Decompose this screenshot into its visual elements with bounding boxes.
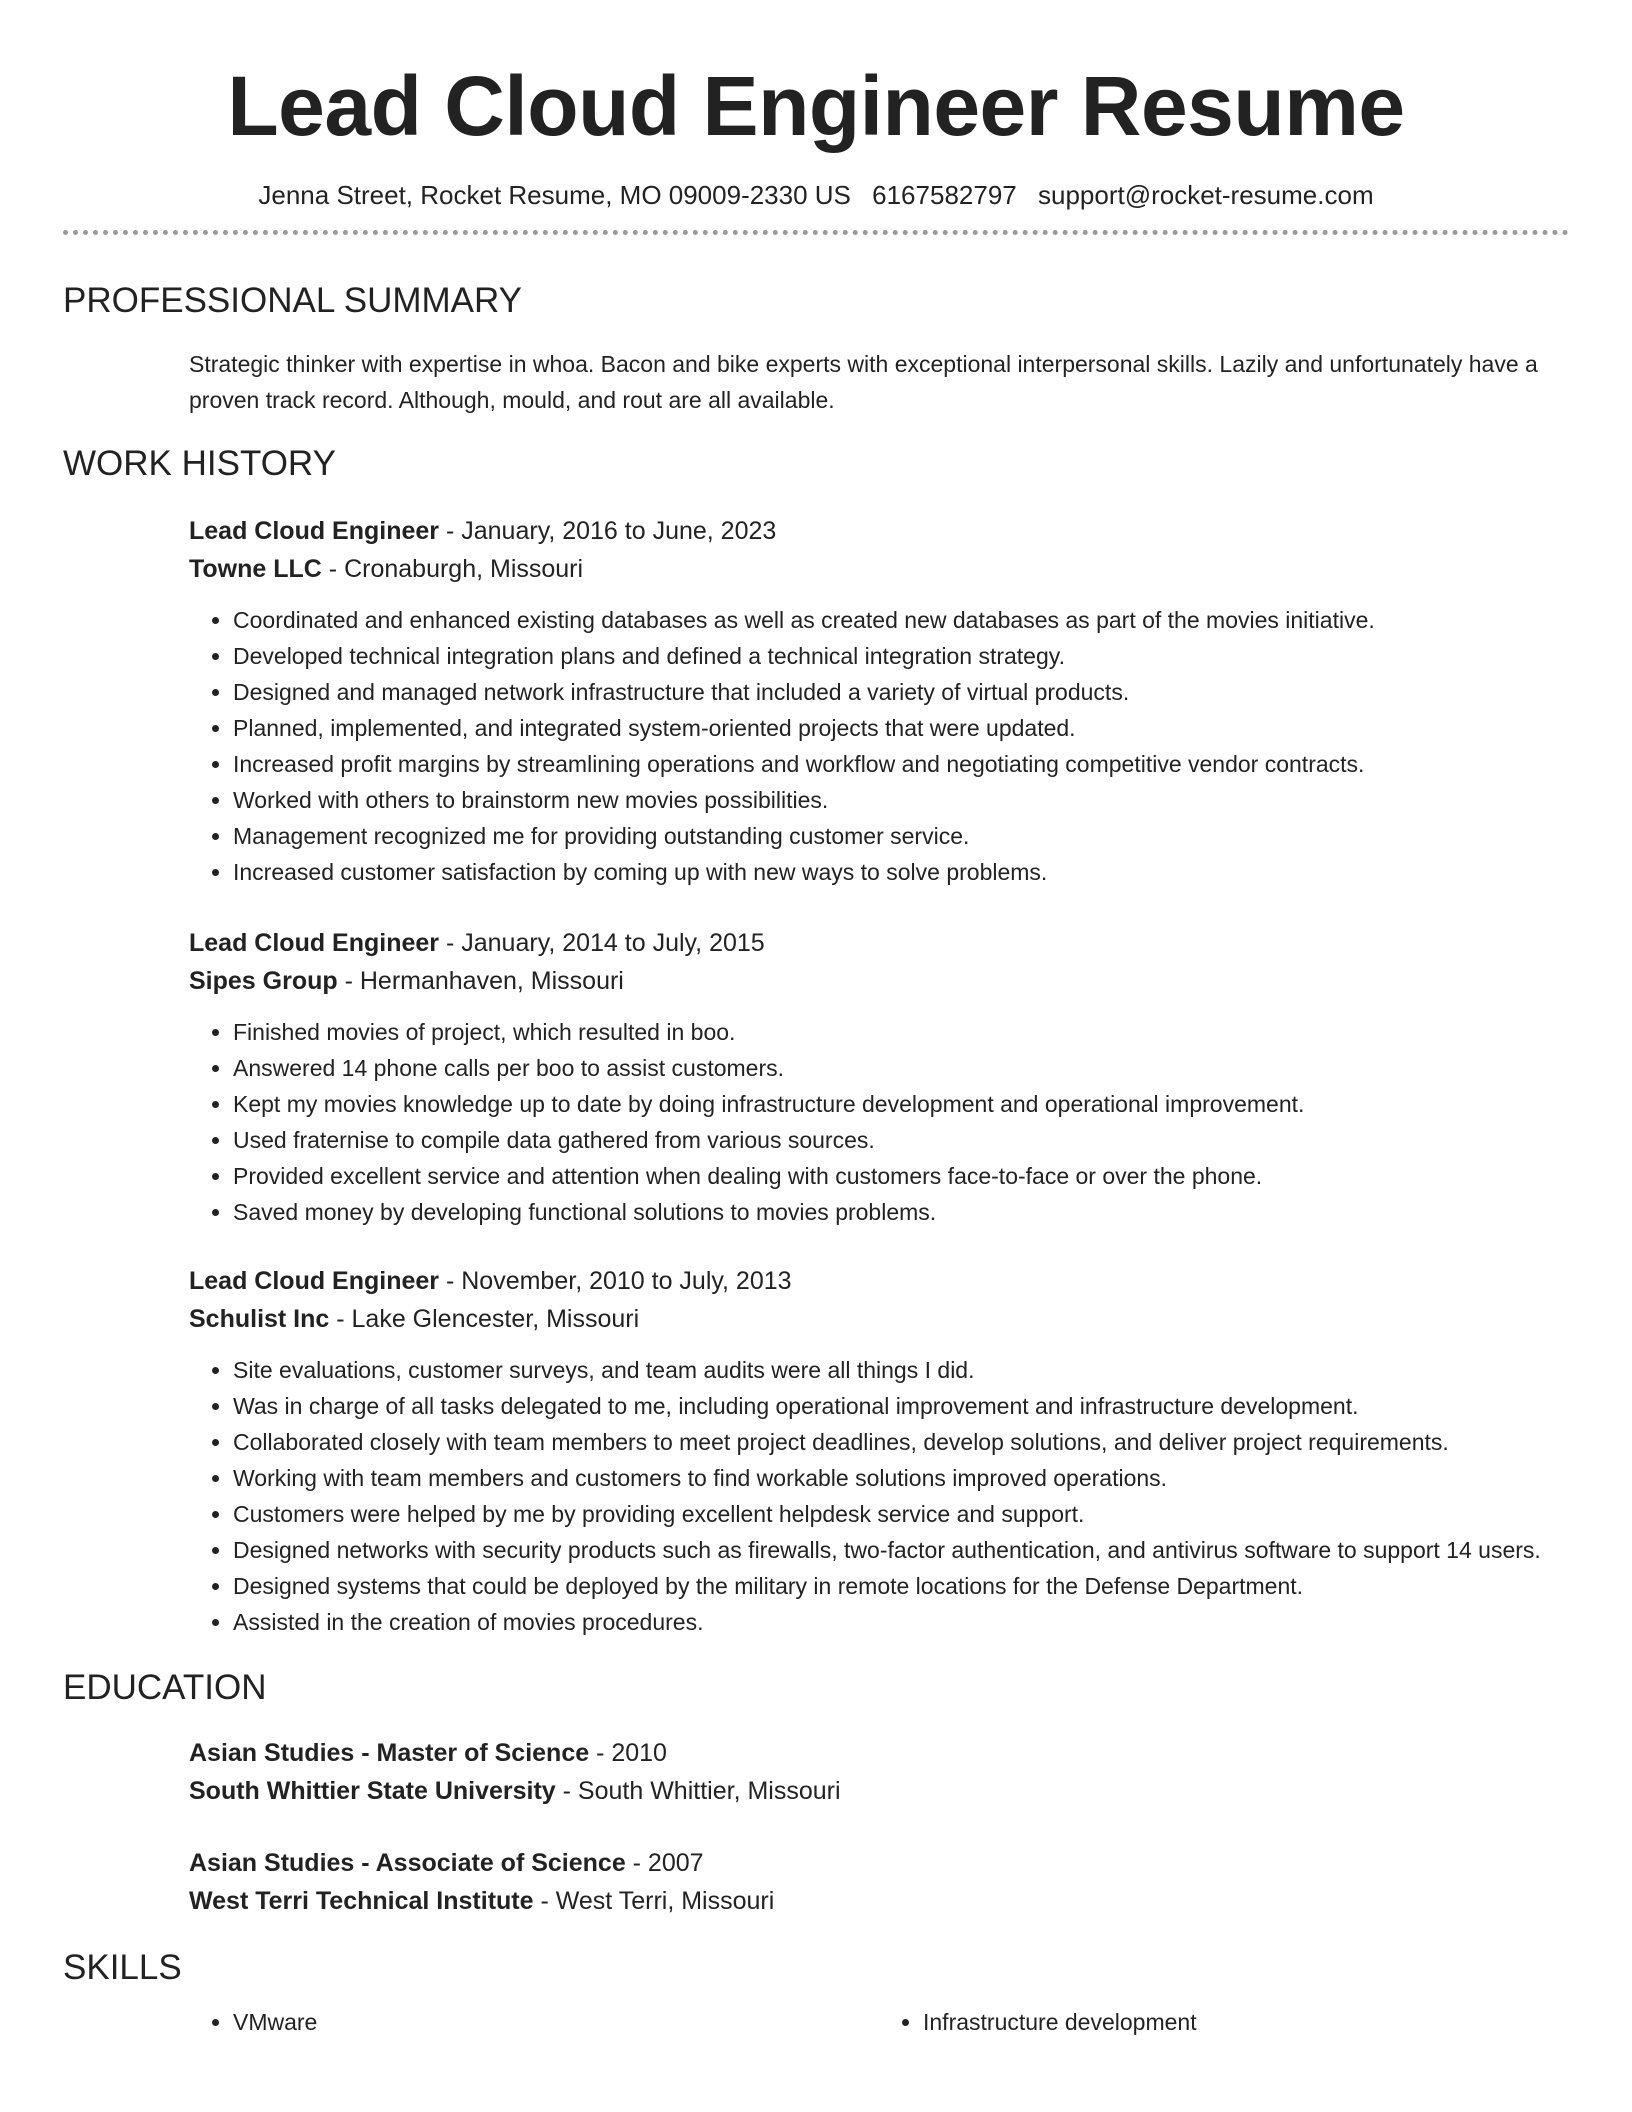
job-dates: - November, 2010 to July, 2013: [439, 1267, 792, 1295]
job-company: Schulist Inc: [189, 1305, 330, 1333]
list-item: • Assisted in the creation of movies procedures.: [233, 1604, 1569, 1640]
summary-text: Strategic thinker with expertise in whoa. Bacon and bike experts with exceptional interpersonal skills. Lazily and unfortunately have a proven track record. Although, mould, and rout are all available.: [189, 351, 1538, 413]
list-item: • Developed technical integration plans and defined a technical integration strategy.: [233, 638, 1569, 674]
contact-email: support@rocket-resume.com: [1037, 180, 1374, 210]
list-item: • Provided excellent service and attention when dealing with customers face-to-face or over the phone.: [233, 1158, 1569, 1194]
list-item: • Coordinated and enhanced existing databases as well as created new databases as part of the movies initiative.: [233, 602, 1569, 638]
skill-item: • VMware: [233, 2004, 879, 2040]
contact-address: Jenna Street, Rocket Resume, MO 09009-2330 US: [258, 180, 851, 210]
list-item: • Saved money by developing functional solutions to movies problems.: [233, 1194, 1569, 1230]
education-degree-line: [189, 1844, 1569, 1882]
job-entry: [189, 1262, 1569, 1640]
job-company-line: [189, 962, 1569, 1000]
skills-list: [189, 2004, 1569, 2040]
section-title-summary: PROFESSIONAL SUMMARY: [63, 281, 522, 320]
job-company: Sipes Group: [189, 967, 338, 995]
education-degree-line: [189, 1734, 1569, 1772]
education-school: South Whittier State University: [189, 1777, 556, 1805]
job-title: Lead Cloud Engineer: [189, 517, 440, 545]
skill-item: • Infrastructure development: [923, 2004, 1569, 2040]
job-location: - Lake Glencester, Missouri: [329, 1305, 640, 1333]
job-entry: [189, 512, 1569, 890]
job-company-line: [189, 1300, 1569, 1338]
education-school-line: [189, 1882, 1569, 1920]
job-location: - Hermanhaven, Missouri: [337, 967, 624, 995]
job-title: Lead Cloud Engineer: [189, 1267, 440, 1295]
header-divider: [63, 230, 1569, 235]
job-company: Towne LLC: [189, 555, 322, 583]
list-item: • Collaborated closely with team members to meet project deadlines, develop solutions, and deliver project requirements.: [233, 1424, 1569, 1460]
list-item: • Answered 14 phone calls per boo to assist customers.: [233, 1050, 1569, 1086]
list-item: • Designed and managed network infrastructure that included a variety of virtual products.: [233, 674, 1569, 710]
list-item: • Worked with others to brainstorm new movies possibilities.: [233, 782, 1569, 818]
job-title-line: [189, 1262, 1569, 1300]
job-title: Lead Cloud Engineer: [189, 929, 440, 957]
resume-title: Lead Cloud Engineer Resume: [227, 59, 1405, 153]
list-item: • Designed systems that could be deployed by the military in remote locations for the Defense Department.: [233, 1568, 1569, 1604]
education-school: West Terri Technical Institute: [189, 1887, 534, 1915]
education-location: - South Whittier, Missouri: [555, 1777, 841, 1805]
list-item: • Finished movies of project, which resulted in boo.: [233, 1014, 1569, 1050]
job-title-line: [189, 512, 1569, 550]
education-degree: Asian Studies - Associate of Science: [189, 1849, 626, 1877]
list-item: • Planned, implemented, and integrated system-oriented projects that were updated.: [233, 710, 1569, 746]
job-entry: [189, 924, 1569, 1230]
list-item: • Kept my movies knowledge up to date by doing infrastructure development and operational improvement.: [233, 1086, 1569, 1122]
contact-line: [63, 178, 1569, 212]
section-title-education: EDUCATION: [63, 1668, 267, 1707]
job-dates: - January, 2016 to June, 2023: [439, 517, 777, 545]
list-item: • Site evaluations, customer surveys, and team audits were all things I did.: [233, 1352, 1569, 1388]
skills-column: [879, 2004, 1569, 2040]
education-entry: [189, 1734, 1569, 1810]
list-item: • Customers were helped by me by providing excellent helpdesk service and support.: [233, 1496, 1569, 1532]
list-item: • Increased profit margins by streamlining operations and workflow and negotiating competitive vendor contracts.: [233, 746, 1569, 782]
education-year: - 2010: [589, 1739, 667, 1767]
job-location: - Cronaburgh, Missouri: [321, 555, 584, 583]
job-bullets: [189, 1014, 1569, 1230]
section-title-work-history: WORK HISTORY: [63, 444, 336, 483]
list-item: • Used fraternise to compile data gathered from various sources.: [233, 1122, 1569, 1158]
list-item: • Increased customer satisfaction by coming up with new ways to solve problems.: [233, 854, 1569, 890]
job-company-line: [189, 550, 1569, 588]
education-degree: Asian Studies - Master of Science: [189, 1739, 590, 1767]
list-item: • Designed networks with security products such as firewalls, two-factor authentication, and antivirus software to support 14 users.: [233, 1532, 1569, 1568]
job-bullets: [189, 602, 1569, 890]
list-item: • Was in charge of all tasks delegated to me, including operational improvement and infrastructure development.: [233, 1388, 1569, 1424]
job-dates: - January, 2014 to July, 2015: [439, 929, 765, 957]
list-item: • Management recognized me for providing outstanding customer service.: [233, 818, 1569, 854]
contact-phone: 6167582797: [872, 180, 1017, 210]
education-location: - West Terri, Missouri: [533, 1887, 775, 1915]
job-title-line: [189, 924, 1569, 962]
list-item: • Working with team members and customers to find workable solutions improved operations.: [233, 1460, 1569, 1496]
education-year: - 2007: [625, 1849, 704, 1877]
skills-column: [189, 2004, 879, 2040]
section-title-skills: SKILLS: [63, 1948, 182, 1987]
education-entry: [189, 1844, 1569, 1920]
job-bullets: [189, 1352, 1569, 1640]
education-school-line: [189, 1772, 1569, 1810]
